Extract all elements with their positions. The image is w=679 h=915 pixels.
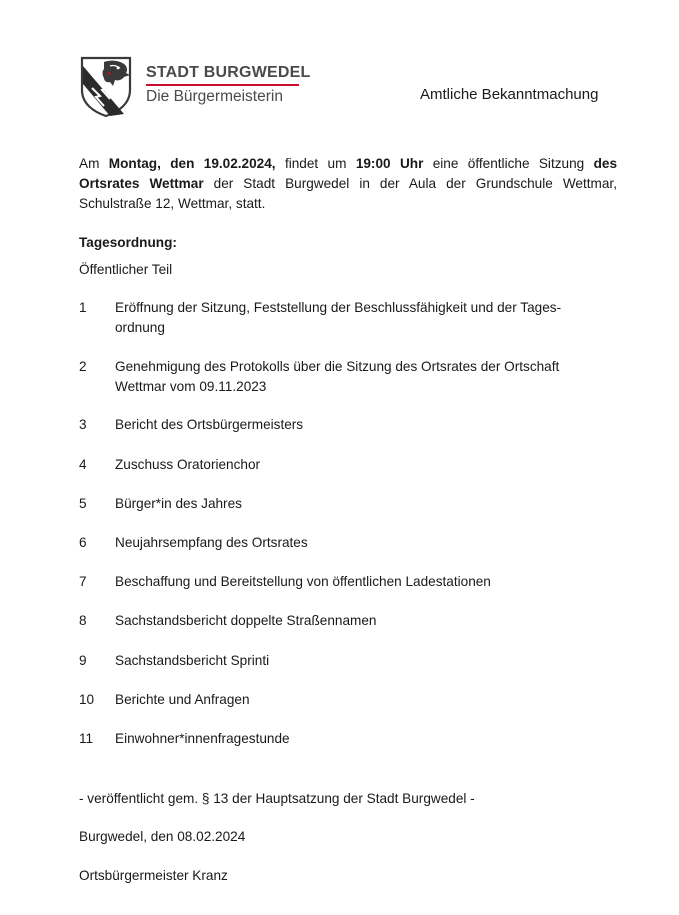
place-date: Burgwedel, den 08.02.2024 <box>79 829 246 844</box>
publication-note: - veröffentlicht gem. § 13 der Hauptsatzung der Stadt Burgwedel - <box>79 791 475 806</box>
logo-wordmark <box>146 64 310 106</box>
coat-of-arms-icon <box>80 56 132 118</box>
agenda-item-number: 6 <box>79 535 87 550</box>
agenda-item-text: Beschaffung und Bereitstellung von öffentlichen Ladestationen <box>115 574 491 589</box>
intro-text-3: eine öffentliche Sitzung <box>423 156 594 171</box>
agenda-item-text: Sachstandsbericht Sprinti <box>115 653 270 668</box>
agenda-item-text: Neujahrsempfang des Ortsrates <box>115 535 308 550</box>
intro-text-2: findet um <box>275 156 356 171</box>
agenda-item-text: Einwohner*innenfragestunde <box>115 731 290 746</box>
agenda-item-line: Genehmigung des Protokolls über die Sitzung des Ortsrates der Ortschaft <box>115 359 560 374</box>
document-title: Amtliche Bekanntmachung <box>420 86 599 103</box>
logo-divider <box>146 84 299 86</box>
agenda-item-text: Bericht des Ortsbürgermeisters <box>115 417 304 432</box>
logo-city-name: STADT BURGWEDEL <box>146 64 311 81</box>
agenda-item-text: Berichte und Anfragen <box>115 692 250 707</box>
agenda-item-number: 4 <box>79 457 87 472</box>
agenda-section-label: Öffentlicher Teil <box>79 262 173 277</box>
meeting-time: 19:00 Uhr <box>355 156 424 171</box>
agenda-item-number: 3 <box>79 417 87 432</box>
agenda-item-line: ordnung <box>115 320 165 335</box>
agenda-item-line: Eröffnung der Sitzung, Feststellung der Beschlussfähigkeit und der Tages- <box>115 300 562 315</box>
agenda-item-number: 1 <box>79 300 87 315</box>
agenda-item-text <box>115 357 605 397</box>
agenda-item-number: 7 <box>79 574 87 589</box>
agenda-heading: Tagesordnung: <box>79 235 177 250</box>
agenda-item-number: 9 <box>79 653 87 668</box>
logo-office-name: Die Bürgermeisterin <box>146 88 283 105</box>
announcement-paragraph <box>79 154 617 214</box>
intro-text-4: der Stadt Burgwedel in der Aula der Grundschule Wettmar, Schulstraße 12, Wettmar, statt. <box>79 176 617 211</box>
agenda-item-text <box>115 298 605 338</box>
city-logo <box>80 56 310 120</box>
signature: Ortsbürgermeister Kranz <box>79 868 228 883</box>
agenda-item-line: Wettmar vom 09.11.2023 <box>115 379 267 394</box>
agenda-item-number: 10 <box>79 692 95 707</box>
agenda-item-number: 5 <box>79 496 87 511</box>
intro-text-1: Am <box>79 156 109 171</box>
meeting-date: Montag, den 19.02.2024, <box>108 156 276 171</box>
agenda-item-number: 11 <box>79 731 94 746</box>
agenda-item-number: 2 <box>79 359 87 374</box>
agenda-item-number: 8 <box>79 613 87 628</box>
agenda-item-text: Sachstandsbericht doppelte Straßennamen <box>115 613 377 628</box>
agenda-item-text: Bürger*in des Jahres <box>115 496 242 511</box>
council-name: des Ortsrates Wettmar <box>79 156 618 191</box>
agenda-item-text: Zuschuss Oratorienchor <box>115 457 261 472</box>
